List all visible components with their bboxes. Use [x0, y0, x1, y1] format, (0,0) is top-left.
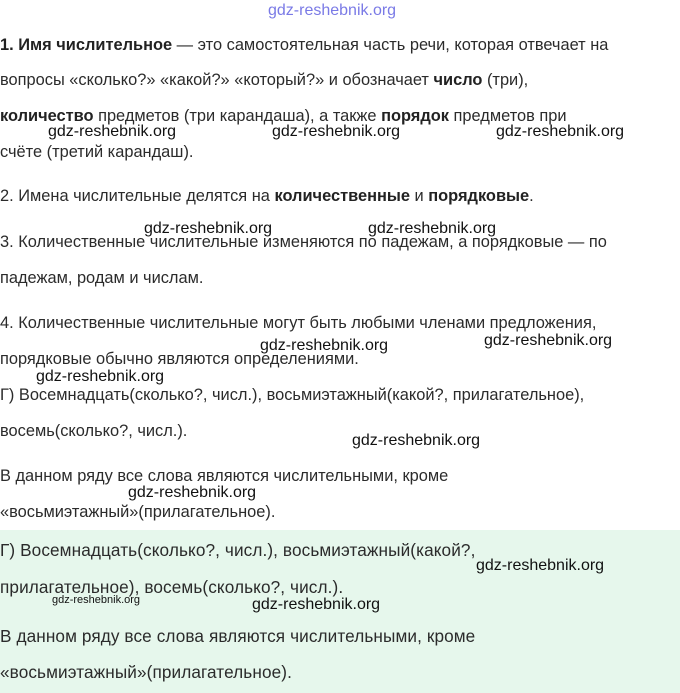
watermark-small: gdz-reshebnik.org: [52, 594, 141, 606]
answer2-line-3: В данном ряду все слова являются числительными, кроме: [0, 626, 476, 646]
answer2-line-4: «восьмиэтажный»(прилагательное).: [0, 662, 292, 682]
watermark: gdz-reshebnik.org: [272, 123, 401, 140]
p1-line-2: вопросы «сколько?» «какой?» «который?» и обозначает число (три),: [0, 71, 529, 89]
p4-line-1: 4. Количественные числительные могут быть любыми членами предложения,: [0, 314, 597, 332]
p4-line-2: порядковые обычно являются определениями.: [0, 350, 359, 368]
p1-line-4: счёте (третий карандаш).: [0, 143, 194, 161]
watermark: gdz-reshebnik.org: [252, 596, 381, 613]
answer2-line-2: прилагательное), восемь(сколько?, числ.).: [0, 577, 344, 597]
watermark: gdz-reshebnik.org: [128, 484, 257, 501]
answer2-line-1: Г) Восемнадцать(сколько?, числ.), восьмиэтажный(какой?,: [0, 540, 476, 560]
p3-line-2: падежам, родам и числам.: [0, 269, 204, 287]
watermark: gdz-reshebnik.org: [144, 220, 273, 237]
watermark: gdz-reshebnik.org: [368, 220, 497, 237]
watermark: gdz-reshebnik.org: [484, 332, 613, 349]
answer1-line-1: Г) Восемнадцать(сколько?, числ.), восьмиэтажный(какой?, прилагательное),: [0, 386, 585, 404]
answer1-line-2: восемь(сколько?, числ.).: [0, 422, 188, 440]
answer1-line-4: «восьмиэтажный»(прилагательное).: [0, 503, 276, 521]
watermark: gdz-reshebnik.org: [36, 368, 165, 385]
p1-line-1: 1. Имя числительное — это самостоятельная часть речи, которая отвечает на: [0, 36, 609, 54]
p2-line-1: 2. Имена числительные делятся на количественные и порядковые.: [0, 187, 534, 205]
watermark: gdz-reshebnik.org: [260, 337, 389, 354]
p1-line-3: количество предметов (три карандаша), а также порядок предметов при: [0, 107, 567, 125]
watermark: gdz-reshebnik.org: [48, 123, 177, 140]
watermark: gdz-reshebnik.org: [352, 432, 481, 449]
watermark-top: gdz-reshebnik.org: [268, 2, 397, 19]
watermark: gdz-reshebnik.org: [476, 557, 605, 574]
watermark: gdz-reshebnik.org: [496, 123, 625, 140]
p3-line-1: 3. Количественные числительные изменяются по падежам, а порядковые — по: [0, 233, 607, 251]
answer1-line-3: В данном ряду все слова являются числительными, кроме: [0, 467, 449, 485]
